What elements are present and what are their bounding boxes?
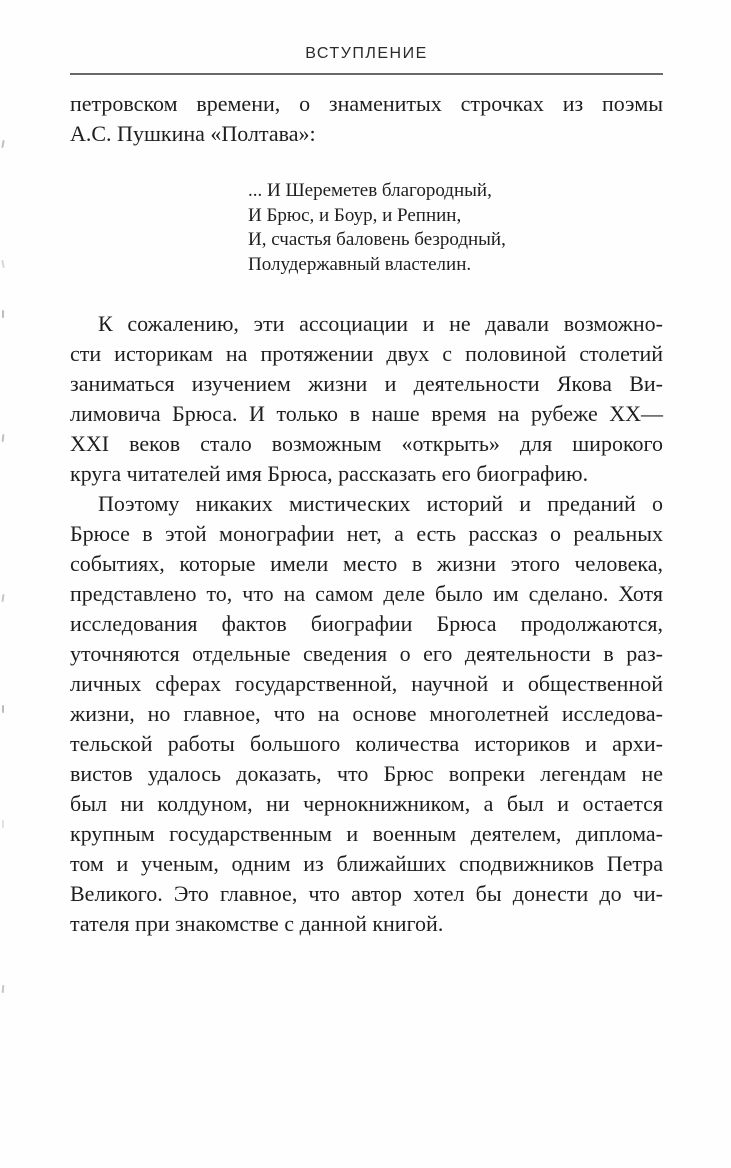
scan-artifact-mark [1,260,5,268]
text-line: исследования фактов биографии Брюса продолжаются, [70,611,663,636]
text-line: Брюсе в этой монографии нет, а есть рассказ о реальных [70,521,663,546]
text-line: петровском времени, о знаменитых строчках из поэмы [70,91,663,116]
text-line: тателя при знакомстве с данной книгой. [70,911,444,936]
text-line: был ни колдуном, ни чернокнижником, а был и остается [70,791,663,816]
text-line: лимовича Брюса. И только в наше время на рубеже XX— [70,401,663,426]
page-content [70,0,663,939]
scan-artifact-mark [2,434,5,442]
paragraph-continuation [70,89,663,149]
verse-line: Полудержавный властелин. [248,253,472,275]
text-line: Великого. Это главное, что автор хотел бы донести до чи- [70,881,663,906]
text-line: К сожалению, эти ассоциации и не давали возможно- [98,311,663,336]
body-text [70,89,663,939]
text-line: жизни, но главное, что на основе многолетней исследова- [70,701,663,726]
scan-artifact-mark [2,820,4,828]
text-line: событиях, которые имели место в жизни этого человека, [70,551,663,576]
text-line: вистов удалось доказать, что Брюс вопреки легендам не [70,761,663,786]
scan-artifact-mark [1,140,4,148]
verse-line: И, счастья баловень безродный, [248,229,506,250]
text-line: тельской работы большого количества историков и архи- [70,731,663,756]
scan-artifact-mark [1,594,4,602]
scan-artifact-mark [2,705,4,713]
paragraph [70,309,663,489]
text-line: Поэтому никаких мистических историй и преданий о [98,491,663,516]
text-line: заниматься изучением жизни и деятельности Якова Ви- [70,371,663,396]
text-line: уточняются отдельные сведения о его деятельности в раз- [70,641,663,666]
scan-artifact-mark [2,985,5,993]
verse-line: ... И Шереметев благородный, [248,180,492,201]
scan-artifact-mark [2,310,4,318]
header-rule [70,73,663,75]
text-line: том и ученым, одним из ближайших сподвижников Петра [70,851,663,876]
running-header-title: ВСТУПЛЕНИЕ [305,45,428,62]
text-line: представлено то, что на самом деле было им сделано. Хотя [70,581,663,606]
verse-quote [248,179,663,277]
text-line: круга читателей имя Брюса, рассказать его биографию. [70,461,589,486]
paragraph [70,489,663,939]
text-line: крупным государственным и военным деятелем, диплома- [70,821,663,846]
text-line: А.С. Пушкина «Полтава»: [70,121,316,146]
text-line: личных сферах государственной, научной и общественной [70,671,663,696]
text-line: сти историкам на протяжении двух с половиной столетий [70,341,663,366]
verse-line: И Брюс, и Боур, и Репнин, [248,204,462,226]
text-line: XXI веков стало возможным «открыть» для широкого [70,431,663,456]
